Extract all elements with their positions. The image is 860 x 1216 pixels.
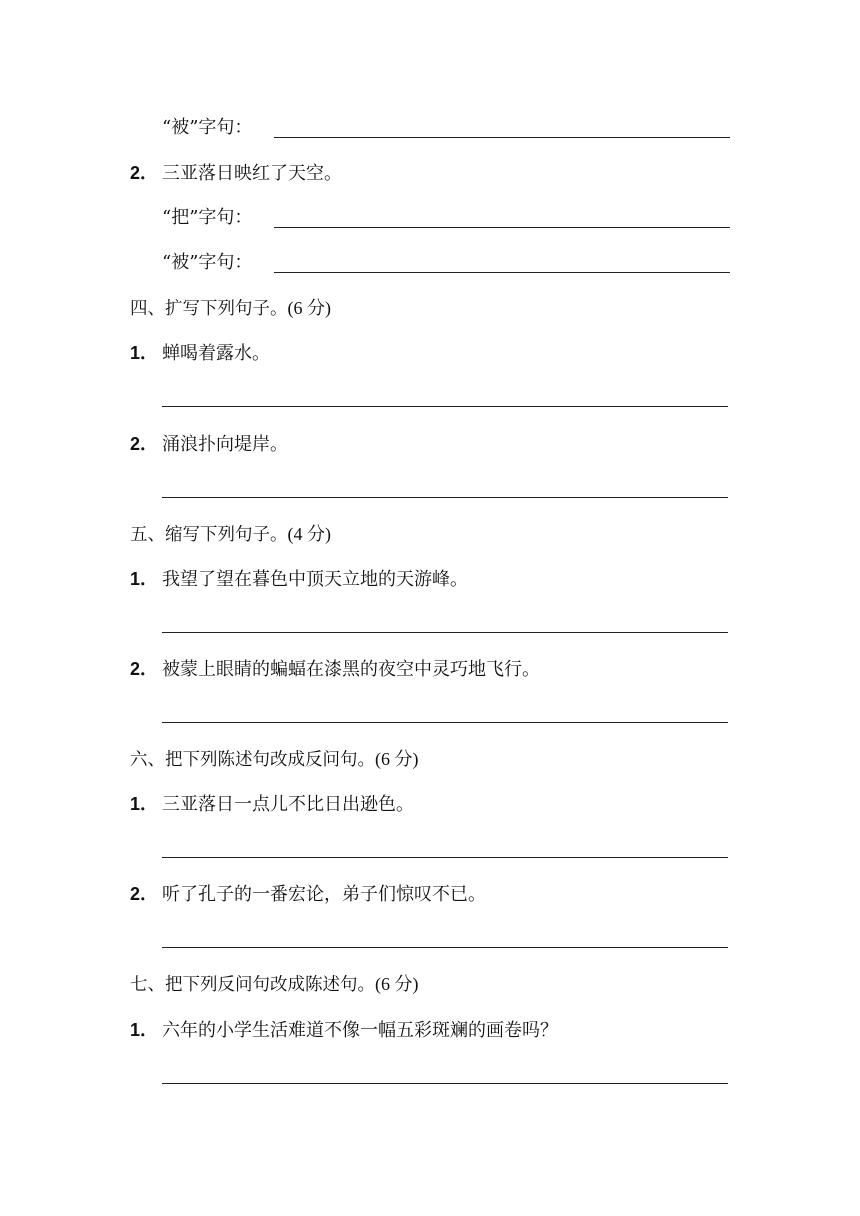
- section-score: (6 分): [375, 749, 419, 769]
- s6-item-1-answer-line[interactable]: [162, 857, 728, 858]
- s6-item-1: [130, 792, 414, 817]
- item-number: 1．: [130, 794, 159, 814]
- item-number: 2．: [130, 163, 159, 183]
- item-text: 涌浪扑向堤岸。: [162, 434, 289, 455]
- s7-item-1: [130, 1018, 558, 1043]
- item-number: 1．: [130, 1020, 159, 1040]
- q3-bei-label: “被”字句：: [162, 117, 253, 138]
- s4-item-2-answer-line[interactable]: [162, 497, 728, 498]
- section-score: (6 分): [287, 298, 331, 318]
- s4-item-1: [130, 341, 270, 366]
- section-title: 七、把下列反问句改成陈述句。: [130, 975, 375, 995]
- q3-bei-answer-line[interactable]: [274, 137, 730, 138]
- item-text: 蝉喝着露水。: [162, 343, 271, 364]
- q3-2-bei-label: “被”字句：: [162, 252, 253, 273]
- item-text: 听了孔子的一番宏论，弟子们惊叹不已。: [162, 884, 487, 905]
- q3-2-ba-answer-line[interactable]: [274, 227, 730, 228]
- section-title: 六、把下列陈述句改成反问句。: [130, 750, 375, 770]
- item-text: 三亚落日映红了天空。: [162, 163, 343, 184]
- s5-item-2: [130, 657, 540, 682]
- section-title: 四、扩写下列句子。: [130, 299, 288, 319]
- s7-item-1-answer-line[interactable]: [162, 1083, 728, 1084]
- s4-item-2: [130, 432, 288, 457]
- section-4-heading: [130, 296, 331, 321]
- s5-item-1-answer-line[interactable]: [162, 632, 728, 633]
- section-score: (4 分): [287, 524, 331, 544]
- s6-item-2-answer-line[interactable]: [162, 947, 728, 948]
- item-text: 六年的小学生活难道不像一幅五彩斑斓的画卷吗？: [162, 1020, 559, 1041]
- section-6-heading: [130, 747, 419, 772]
- item-number: 1．: [130, 569, 159, 589]
- item-text: 三亚落日一点儿不比日出逊色。: [162, 794, 415, 815]
- s4-item-1-answer-line[interactable]: [162, 406, 728, 407]
- item-number: 1．: [130, 343, 159, 363]
- item-text: 我望了望在暮色中顶天立地的天游峰。: [162, 569, 469, 590]
- item-number: 2．: [130, 884, 159, 904]
- s5-item-1: [130, 567, 468, 592]
- section-score: (6 分): [375, 974, 419, 994]
- s5-item-2-answer-line[interactable]: [162, 722, 728, 723]
- q3-2-ba-label: “把”字句：: [162, 207, 253, 228]
- q3-2-bei-answer-line[interactable]: [274, 272, 730, 273]
- item-text: 被蒙上眼睛的蝙蝠在漆黑的夜空中灵巧地飞行。: [162, 659, 541, 680]
- q3-item-2: [130, 161, 342, 186]
- section-title: 五、缩写下列句子。: [130, 525, 288, 545]
- s6-item-2: [130, 882, 486, 907]
- item-number: 2．: [130, 434, 159, 454]
- section-7-heading: [130, 972, 419, 997]
- item-number: 2．: [130, 659, 159, 679]
- section-5-heading: [130, 522, 331, 547]
